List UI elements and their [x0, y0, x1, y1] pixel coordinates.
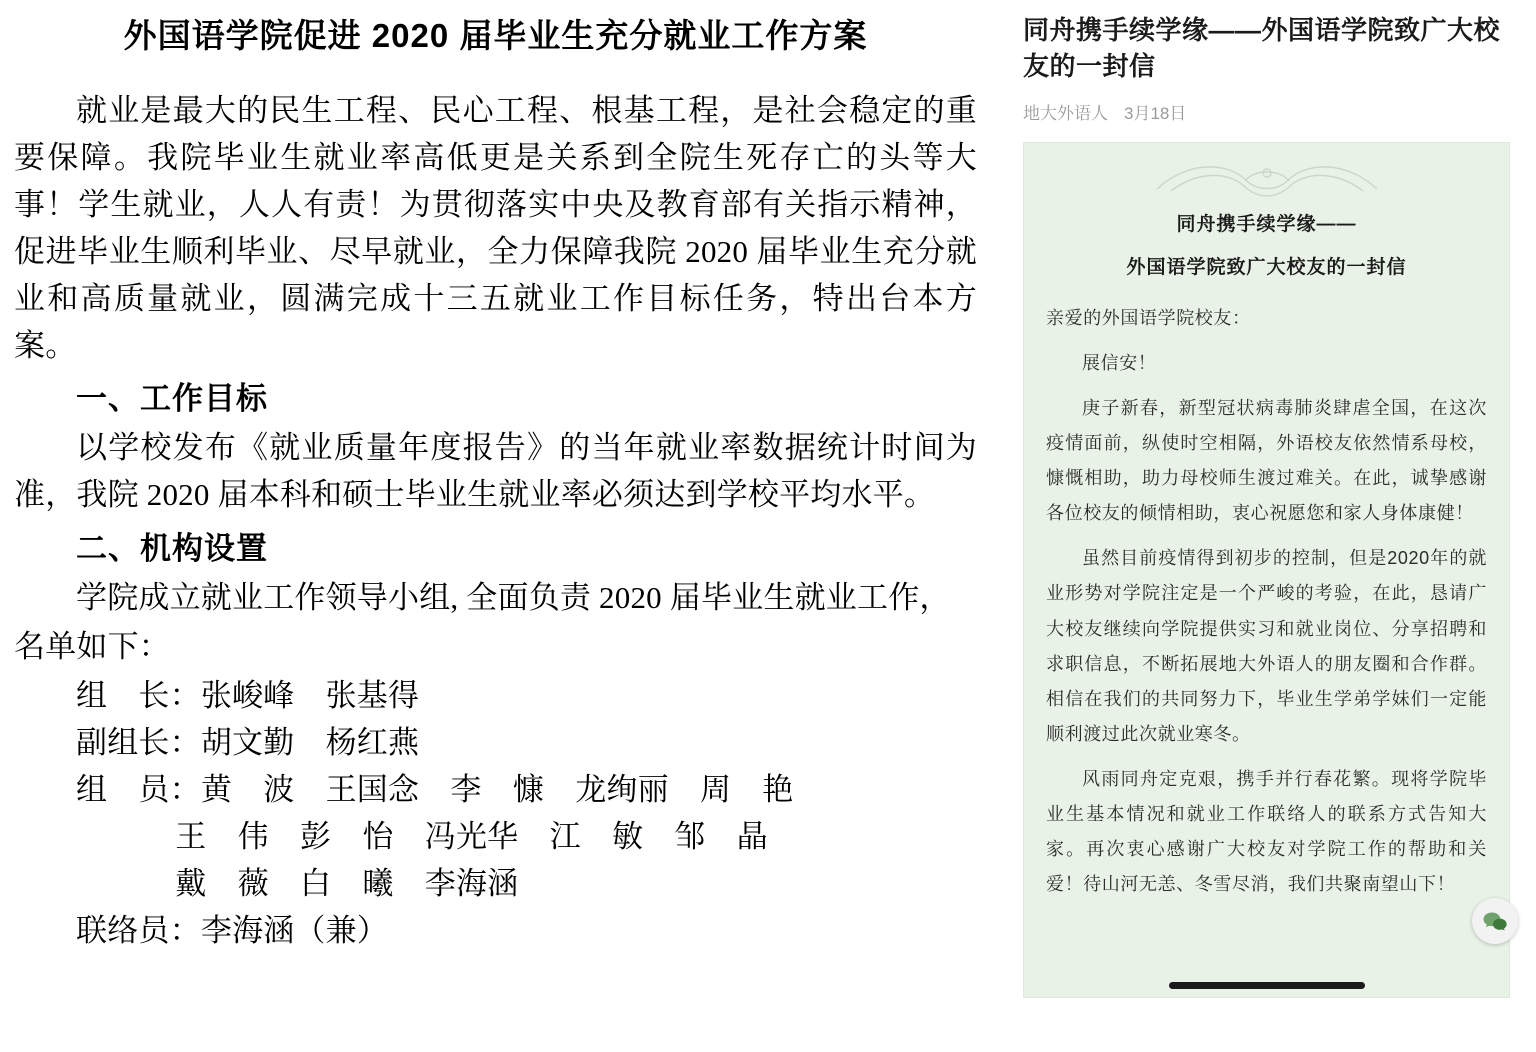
- letter-paragraph: 虽然目前疫情得到初步的控制，但是2020年的就业形势对学院注定是一个严峻的考验，在此，恳请广大校友继续向学院提供实习和就业岗位、分享招聘和求职信息，不断拓展地大外语人的朋友圈和合作群。相信在我们的共同努力下，毕业生学弟学妹们一定能顺利渡过此次就业寒冬。: [1046, 548, 1487, 744]
- roster-names: 戴 薇 白 曦 李海涵: [175, 866, 519, 902]
- roster-label: 联络员：: [76, 913, 201, 949]
- roster-row: [14, 907, 977, 954]
- ornament-icon: [1046, 157, 1487, 203]
- letter-paragraph: 庚子新春，新型冠状病毒肺炎肆虐全国，在这次疫情面前，纵使时空相隔，外语校友依然情系母校，慷慨相助，助力母校师生渡过难关。在此，诚挚感谢各位校友的倾情相助，衷心祝愿您和家人身体康健！: [1046, 397, 1487, 524]
- chat-bubble-icon[interactable]: [1472, 898, 1518, 944]
- section-text-2b: 名单如下：: [14, 628, 170, 664]
- letter-heading-1: 同舟携手续学缘——: [1176, 213, 1357, 235]
- letter-image-card[interactable]: [1023, 142, 1510, 998]
- page-title: 外国语学院促进 2020 届毕业生充分就业工作方案: [123, 17, 868, 54]
- article-panel: [1005, 0, 1536, 1052]
- letter-paragraph: 风雨同舟定克艰，携手并行春花繁。现将学院毕业生基本情况和就业工作联络人的联系方式告知大家。再次衷心感谢广大校友对学院工作的帮助和关爱！待山河无恙、冬雪尽消，我们共聚南望山下！: [1046, 768, 1487, 895]
- roster-row: [14, 719, 977, 766]
- roster-names: 张峻峰 张基得: [200, 677, 420, 713]
- section-text-1: 以学校发布《就业质量年度报告》的当年就业率数据统计时间为准，我院 2020 届本科和硕士毕业生就业率必须达到学校平均水平。: [14, 430, 977, 513]
- roster-names: 李海涵（兼）: [200, 913, 389, 949]
- roster-label: 副组长：: [76, 724, 201, 760]
- section-text-2: 学院成立就业工作领导小组, 全面负责 2020 届毕业生就业工作，: [76, 579, 951, 615]
- section-heading-1: 一、工作目标: [76, 381, 268, 417]
- roster-row: [14, 672, 977, 719]
- document-body: [14, 87, 977, 955]
- scrollbar-indicator[interactable]: [1169, 982, 1365, 989]
- letter-paragraph: 亲爱的外国语学院校友：: [1046, 307, 1251, 328]
- article-author[interactable]: 地大外语人: [1023, 103, 1108, 123]
- roster-label: 组 员：: [76, 772, 201, 808]
- roster-row: [14, 813, 977, 860]
- intro-paragraph: 就业是最大的民生工程、民心工程、根基工程，是社会稳定的重要保障。我院毕业生就业率高低更是关系到全院生死存亡的头等大事！学生就业，人人有责！为贯彻落实中央及教育部有关指示精神，促进毕业生顺利毕业、尽早就业，全力保障我院 2020 届毕业生充分就业和高质量就业，圆满完成十三五就业工作目标任务，特出台本方案。: [14, 92, 977, 364]
- article-meta: [1023, 99, 1510, 124]
- roster-names: 王 伟 彭 怡 冯光华 江 敏 邹 晶: [175, 819, 768, 855]
- roster-label: 组 长：: [76, 677, 201, 713]
- section-heading-2: 二、机构设置: [76, 530, 268, 566]
- article-date: 3月18日: [1124, 103, 1187, 123]
- roster-row: [14, 766, 977, 813]
- roster-row: [14, 860, 977, 907]
- letter-paragraph: 展信安！: [1082, 352, 1157, 373]
- roster-names: 胡文勤 杨红燕: [200, 724, 420, 760]
- letter-heading-2: 外国语学院致广大校友的一封信: [1126, 256, 1407, 278]
- article-title: 同舟携手续学缘——外国语学院致广大校友的一封信: [1023, 15, 1501, 82]
- roster-names: 黄 波 王国念 李 慷 龙绚丽 周 艳: [200, 772, 794, 808]
